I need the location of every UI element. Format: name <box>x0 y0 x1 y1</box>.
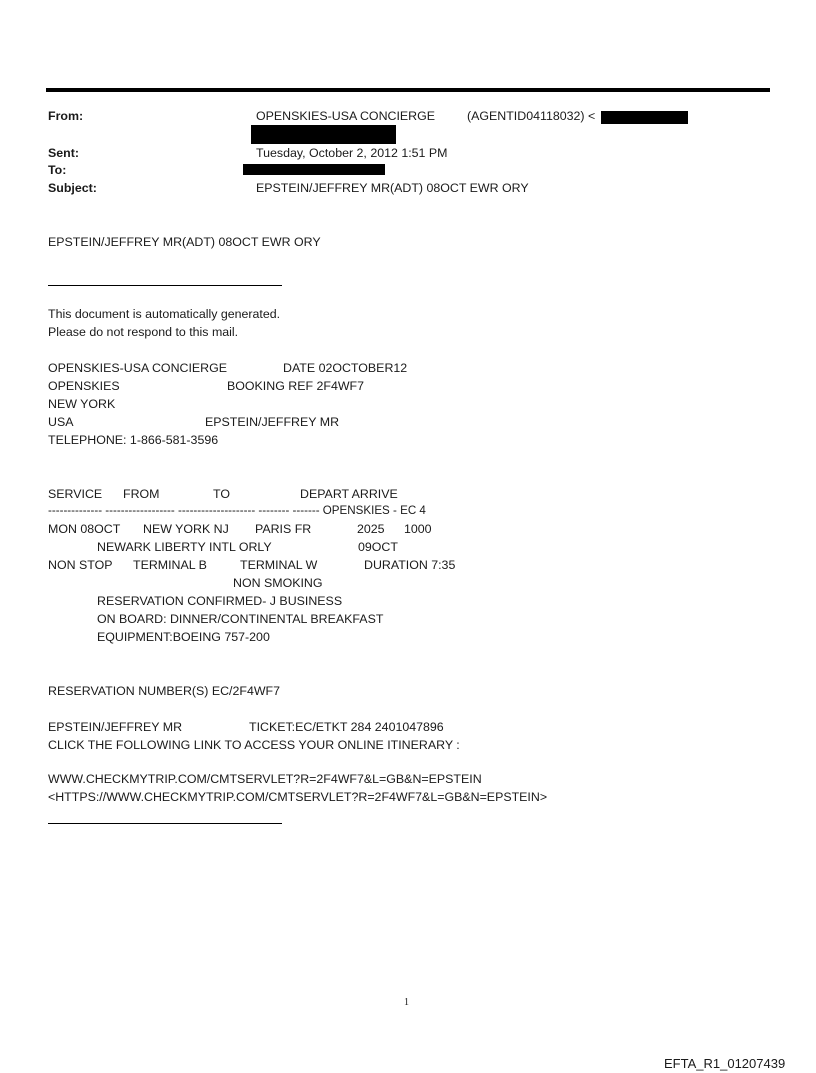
onboard-meals: ON BOARD: DINNER/CONTINENTAL BREAKFAST <box>97 612 384 626</box>
divider-line <box>48 285 282 286</box>
flight-day: MON 08OCT <box>48 522 121 536</box>
ticket-passenger: EPSTEIN/JEFFREY MR <box>48 720 183 734</box>
agency-company: OPENSKIES <box>48 379 120 393</box>
to-label: To: <box>48 163 67 177</box>
flight-smoking: NON SMOKING <box>233 576 323 590</box>
header-top-rule <box>46 88 770 92</box>
flight-airports: NEWARK LIBERTY INTL ORLY <box>97 540 272 554</box>
sent-value: Tuesday, October 2, 2012 1:51 PM <box>256 146 448 160</box>
agency-name: OPENSKIES-USA CONCIERGE <box>48 361 228 375</box>
col-to-header: TO <box>213 487 230 501</box>
col-times-header: DEPART ARRIVE <box>300 487 398 501</box>
from-agent: (AGENTID04118032) < <box>467 109 596 123</box>
itinerary-link-instruction: CLICK THE FOLLOWING LINK TO ACCESS YOUR ONLINE ITINERARY : <box>48 738 460 752</box>
ticket-number: TICKET:EC/ETKT 284 2401047896 <box>249 720 444 734</box>
flight-arrive-date: 09OCT <box>358 540 398 554</box>
itinerary-link-https[interactable]: <HTTPS://WWW.CHECKMYTRIP.COM/CMTSERVLET?R=2F4WF7&L=GB&N=EPSTEIN> <box>48 790 548 804</box>
itinerary-link[interactable]: WWW.CHECKMYTRIP.COM/CMTSERVLET?R=2F4WF7&L=GB&N=EPSTEIN <box>48 772 482 786</box>
redaction-bar <box>251 125 396 144</box>
flight-duration: DURATION 7:35 <box>364 558 456 572</box>
divider-line <box>48 823 282 824</box>
redaction-bar <box>243 164 385 175</box>
no-reply-line: Please do not respond to this mail. <box>48 325 239 339</box>
flight-to-city: PARIS FR <box>255 522 312 536</box>
flight-from-terminal: TERMINAL B <box>133 558 207 572</box>
flight-stops: NON STOP <box>48 558 113 572</box>
flight-arrive-time: 1000 <box>404 522 432 536</box>
page-number: 1 <box>404 997 409 1008</box>
document-id: EFTA_R1_01207439 <box>664 1056 786 1071</box>
reservation-status: RESERVATION CONFIRMED- J BUSINESS <box>97 594 343 608</box>
agency-telephone: TELEPHONE: 1-866-581-3596 <box>48 433 219 447</box>
subject-label: Subject: <box>48 181 97 195</box>
col-service-header: SERVICE <box>48 487 103 501</box>
itinerary-dash-line: -------------- ------------------ -------------------- -------- ------- OPENSKIES - EC 4 <box>48 504 426 517</box>
reservation-numbers: RESERVATION NUMBER(S) EC/2F4WF7 <box>48 684 281 698</box>
agency-country: USA <box>48 415 74 429</box>
from-value: OPENSKIES-USA CONCIERGE <box>256 109 436 123</box>
aircraft-equipment: EQUIPMENT:BOEING 757-200 <box>97 630 270 644</box>
col-from-header: FROM <box>123 487 160 501</box>
booking-ref: BOOKING REF 2F4WF7 <box>227 379 365 393</box>
agency-city: NEW YORK <box>48 397 116 411</box>
subject-value: EPSTEIN/JEFFREY MR(ADT) 08OCT EWR ORY <box>256 181 529 195</box>
auto-generated-line: This document is automatically generated. <box>48 307 281 321</box>
subject-repeat: EPSTEIN/JEFFREY MR(ADT) 08OCT EWR ORY <box>48 235 321 249</box>
redaction-bar <box>601 111 688 124</box>
flight-to-terminal: TERMINAL W <box>240 558 318 572</box>
booking-date: DATE 02OCTOBER12 <box>283 361 408 375</box>
passenger-name: EPSTEIN/JEFFREY MR <box>205 415 340 429</box>
sent-label: Sent: <box>48 146 79 160</box>
flight-from-city: NEW YORK NJ <box>143 522 229 536</box>
from-label: From: <box>48 109 84 123</box>
flight-depart-time: 2025 <box>357 522 385 536</box>
